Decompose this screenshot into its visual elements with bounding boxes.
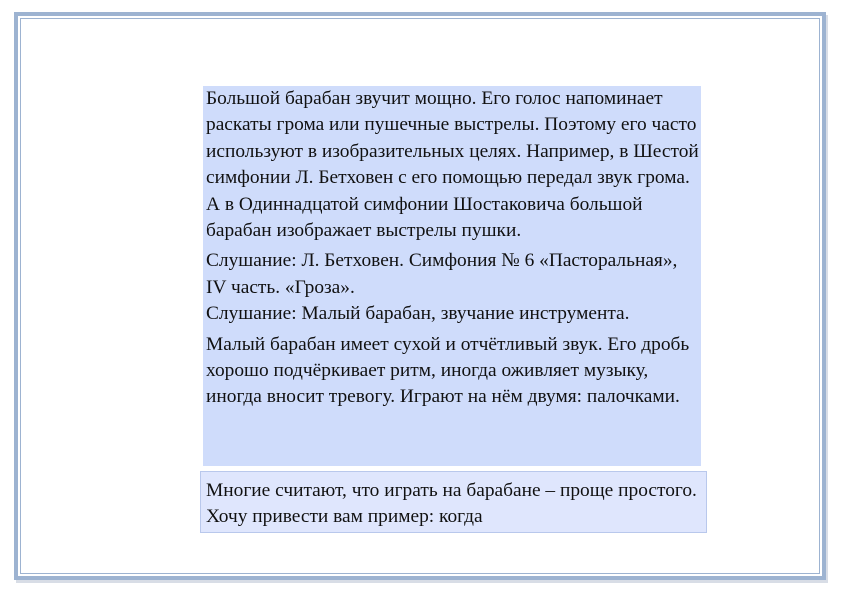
paragraph-listening-beethoven: Слушание: Л. Бетховен. Симфония № 6 «Пасторальная», IV часть. «Гроза».: [206, 250, 678, 298]
main-text-block[interactable]: [203, 86, 701, 466]
secondary-text-block[interactable]: [200, 471, 707, 533]
paragraph-listening-snare: Слушание: Малый барабан, звучание инструмента.: [206, 303, 630, 325]
paragraph-many-think: Многие считают, что играть на барабане – проще простого. Хочу привести вам пример: когда: [206, 480, 697, 528]
paragraph-snare-drum: Малый барабан имеет сухой и отчётливый звук. Его дробь хорошо подчёркивает ритм, иногда оживляет музыку, иногда вносит тревогу. Играют на нём двумя: палочками.: [206, 333, 690, 408]
paragraph-big-drum: Большой барабан звучит мощно. Его голос напоминает раскаты грома или пушечные выстрелы. Поэтому его часто используют в изобразительных целях. Например, в Шестой симфонии Л. Бетховен с его помощью передал звук грома. А в Одиннадцатой симфонии Шостаковича большой барабан изображает выстрелы пушки.: [206, 88, 699, 242]
